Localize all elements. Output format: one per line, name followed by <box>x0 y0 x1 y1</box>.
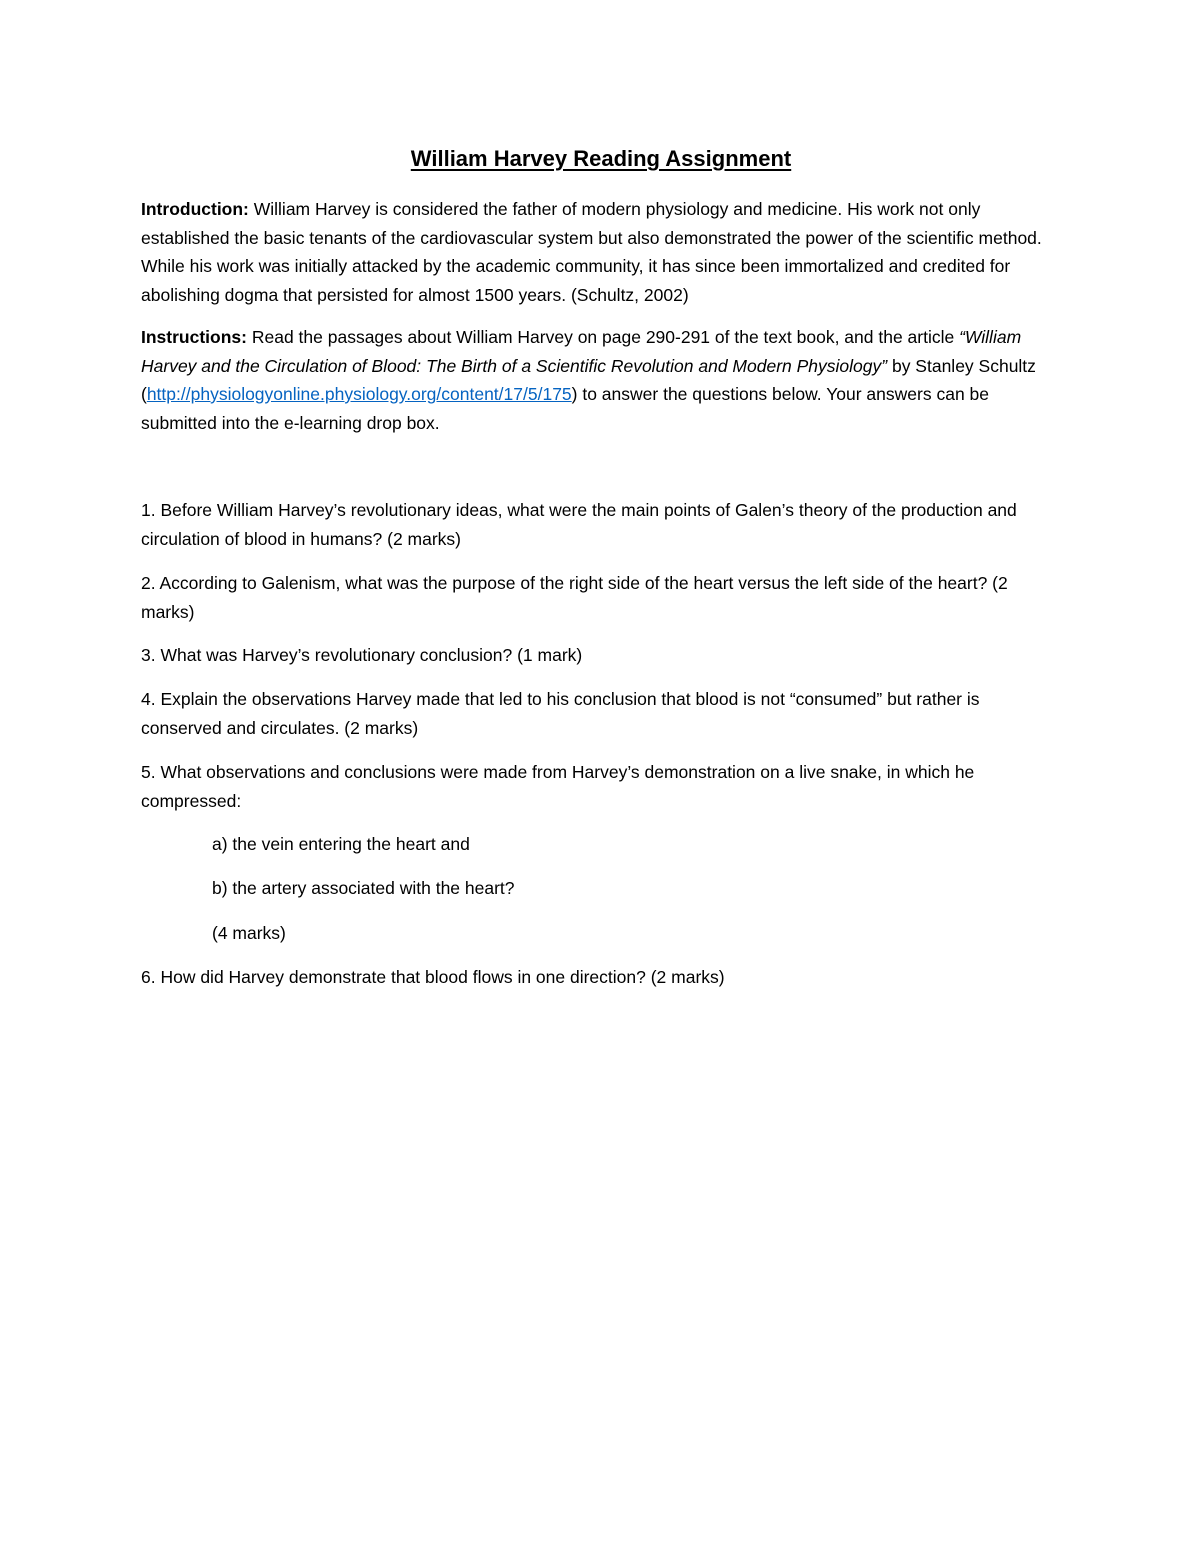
question-5: 5. What observations and conclusions were made from Harvey’s demonstration on a live snake, in which he compressed: <box>141 762 975 811</box>
instructions-text-after: ) to answer the questions below. Your answers can be submitted into the e-learning drop box. <box>141 384 989 433</box>
question-6: 6. How did Harvey demonstrate that blood flows in one direction? (2 marks) <box>141 967 725 987</box>
question-5-subpart-a: a) the vein entering the heart and <box>212 834 470 854</box>
article-link[interactable]: http://physiologyonline.physiology.org/content/17/5/175 <box>146 384 572 404</box>
question-5-marks: (4 marks) <box>212 923 286 943</box>
question-3: 3. What was Harvey’s revolutionary conclusion? (1 mark) <box>141 645 583 665</box>
instructions-label: Instructions: <box>141 327 247 347</box>
instructions-text-middle: by Stanley Schultz ( <box>141 355 1036 404</box>
introduction-text: William Harvey is considered the father of modern physiology and medicine. His work not only established the basic tenants of the cardiovascular system but also demonstrated the power of the scientific method. While his work was initially attacked by the academic community, it has since been immortalized and credited for abolishing dogma that persisted for almost 1500 years. (Schultz, 2002) <box>141 199 1042 305</box>
introduction-label: Introduction: <box>141 199 249 219</box>
instructions-text-before: Read the passages about William Harvey on page 290-291 of the text book, and the article <box>246 327 960 347</box>
question-1: 1. Before William Harvey’s revolutionary ideas, what were the main points of Galen’s theory of the production and circulation of blood in humans? (2 marks) <box>141 500 1017 549</box>
question-5-subpart-b: b) the artery associated with the heart? <box>212 878 515 898</box>
introduction-paragraph <box>141 195 1061 309</box>
article-title: “William Harvey and the Circulation of Blood: The Birth of a Scientific Revolution and Modern Physiology” <box>141 327 1022 376</box>
question-2: 2. According to Galenism, what was the purpose of the right side of the heart versus the left side of the heart? (2 marks) <box>141 573 1008 622</box>
page-title: William Harvey Reading Assignment <box>410 146 792 171</box>
instructions-paragraph <box>141 323 1061 437</box>
question-4: 4. Explain the observations Harvey made that led to his conclusion that blood is not “consumed” but rather is conserved and circulates. (2 marks) <box>141 689 980 738</box>
